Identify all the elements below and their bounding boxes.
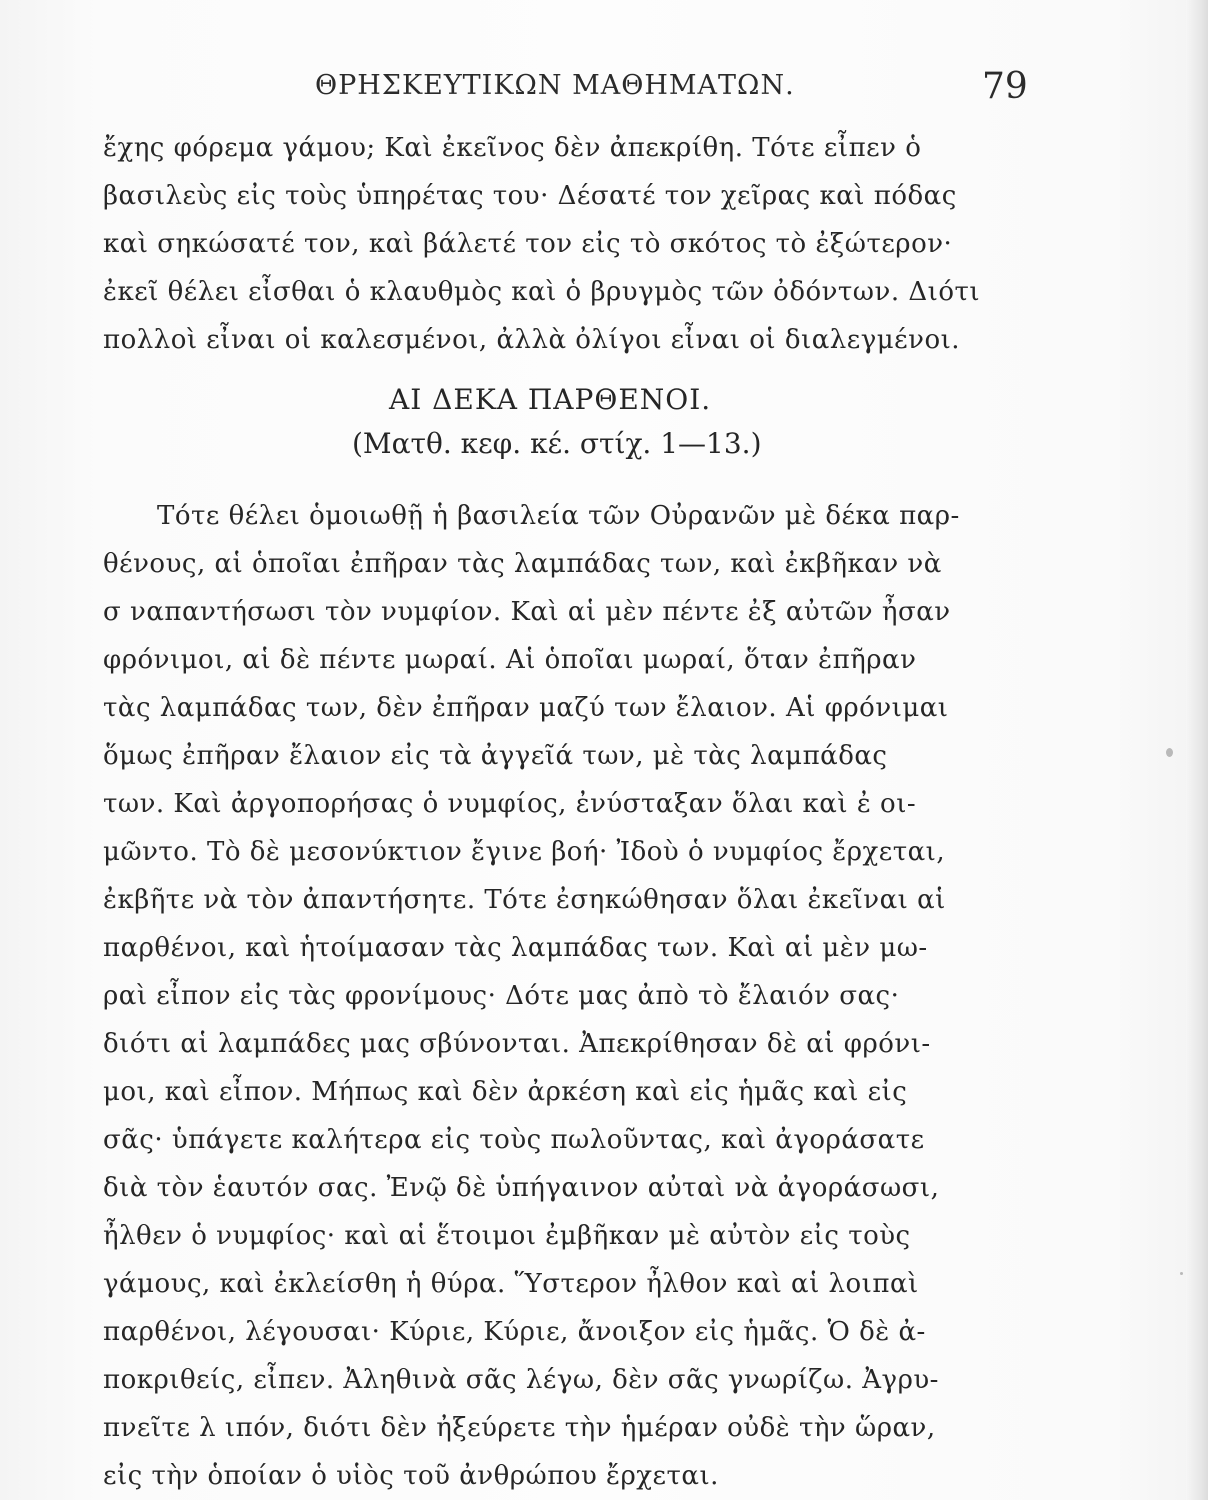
text-line: μῶντο. Τὸ δὲ μεσονύκτιον ἔγινε βοή· Ἰδοὺ ὁ νυμφίος ἔρχεται, [103,837,946,867]
text-line: καὶ σηκώσατέ τον, καὶ βάλετέ τον εἰς τὸ σκότος τὸ ἐξώτερον· [103,229,953,259]
text-line: σᾶς· ὑπάγετε καλήτερα εἰς τοὺς πωλοῦντας, καὶ ἀγοράσατε [103,1125,925,1155]
text-line: βασιλεὺς εἰς τοὺς ὑπηρέτας του· Δέσατέ τον χεῖρας καὶ πόδας [103,181,957,211]
text-line: ραὶ εἶπον εἰς τὰς φρονίμους· Δότε μας ἀπὸ τὸ ἔλαιόν σας· [103,981,900,1011]
intro-paragraph [103,124,1048,364]
text-line: ἔχης φόρεμα γάμου; Καὶ ἐκεῖνος δὲν ἀπεκρίθη. Τότε εἶπεν ὁ [103,133,922,163]
text-line: γάμους, καὶ ἐκλείσθη ἡ θύρα. Ὕστερον ἦλθον καὶ αἱ λοιπαὶ [103,1269,919,1299]
page-header [0,66,1208,116]
text-line: φρόνιμοι, αἱ δὲ πέντε μωραί. Αἱ ὁποῖαι μωραί, ὅταν ἐπῆραν [103,645,917,675]
text-line: παρθένοι, καὶ ἡτοίμασαν τὰς λαμπάδας των. Καὶ αἱ μὲν μω- [103,933,928,963]
text-line: διὰ τὸν ἑαυτόν σας. Ἐνῷ δὲ ὑπήγαινον αὐταὶ νὰ ἀγοράσωσι, [103,1173,940,1203]
text-line: ἐκεῖ θέλει εἶσθαι ὁ κλαυθμὸς καὶ ὁ βρυγμὸς τῶν ὀδόντων. Διότι [103,277,981,307]
text-line: μοι, καὶ εἶπον. Μήπως καὶ δὲν ἀρκέση καὶ εἰς ἡμᾶς καὶ εἰς [103,1077,908,1107]
page-edge-shadow [1186,0,1208,1500]
parable-paragraph [103,492,1048,1500]
text-line: ποκριθείς, εἶπεν. Ἀληθινὰ σᾶς λέγω, δὲν σᾶς γνωρίζω. Ἀγρυ- [103,1365,939,1395]
text-line: εἰς τὴν ὁποίαν ὁ υἱὸς τοῦ ἀνθρώπου ἔρχεται. [103,1461,719,1491]
text-line: τὰς λαμπάδας των, δὲν ἐπῆραν μαζύ των ἔλαιον. Αἱ φρόνιμαι [103,693,949,723]
section-title: ΑΙ ΔΕΚΑ ΠΑΡΘΕΝΟΙ. [389,383,712,416]
text-line: ἦλθεν ὁ νυμφίος· καὶ αἱ ἕτοιμοι ἐμβῆκαν μὲ αὐτὸν εἰς τοὺς [103,1221,911,1251]
page-number: 79 [982,66,1028,107]
ink-speck [1180,1272,1183,1275]
scripture-reference: (Ματθ. κεφ. κέ. στίχ. 1—13.) [352,427,762,460]
text-line: Τότε θέλει ὁμοιωθῇ ἡ βασιλεία τῶν Οὐρανῶν μὲ δέκα παρ- [157,501,960,531]
text-line: πολλοὶ εἶναι οἱ καλεσμένοι, ἀλλὰ ὀλίγοι εἶναι οἱ διαλεγμένοι. [103,325,961,355]
text-line: των. Καὶ ἀργοπορήσας ὁ νυμφίος, ἐνύσταξαν ὅλαι καὶ ἐ οι- [103,789,917,819]
text-line: πνεῖτε λ ιπόν, διότι δὲν ἠξεύρετε τὴν ἡμέραν οὐδὲ τὴν ὥραν, [103,1413,936,1443]
running-title: ΘΡΗΣΚΕΥΤΙΚΩΝ ΜΑΘΗΜΑΤΩΝ. [315,70,795,101]
text-line: διότι αἱ λαμπάδες μας σβύνονται. Ἀπεκρίθησαν δὲ αἱ φρόνι- [103,1029,931,1059]
ink-speck [1166,748,1173,757]
text-line: ὅμως ἐπῆραν ἔλαιον εἰς τὰ ἀγγεῖά των, μὲ τὰς λαμπάδας [103,741,888,771]
text-line: σ ναπαντήσωσι τὸν νυμφίον. Καὶ αἱ μὲν πέντε ἐξ αὐτῶν ἦσαν [103,597,951,627]
text-line: παρθένοι, λέγουσαι· Κύριε, Κύριε, ἄνοιξον εἰς ἡμᾶς. Ὁ δὲ ἀ- [103,1317,926,1347]
text-line: θένους, αἱ ὁποῖαι ἐπῆραν τὰς λαμπάδας των, καὶ ἐκβῆκαν νὰ [103,549,942,579]
text-line: ἐκβῆτε νὰ τὸν ἀπαντήσητε. Τότε ἐσηκώθησαν ὅλαι ἐκεῖναι αἱ [103,885,946,915]
